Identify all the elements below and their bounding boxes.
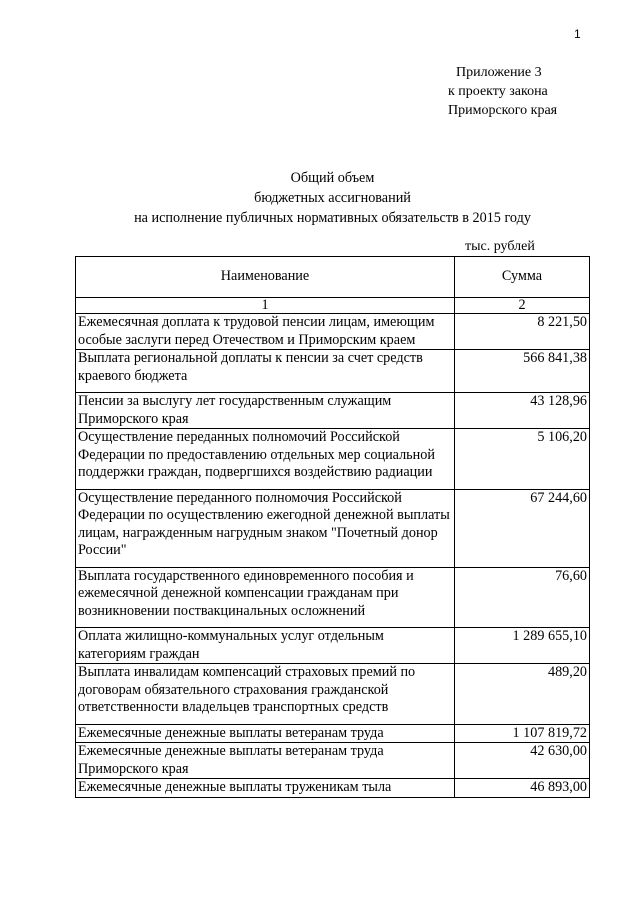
table-row bbox=[76, 664, 590, 725]
appendix-block bbox=[448, 63, 557, 120]
row-name: Выплата государственного единовременного пособия и ежемесячной денежной компенсации гражданам при возникновении поствакцинальных осложнений bbox=[76, 567, 455, 628]
row-sum: 1 107 819,72 bbox=[455, 724, 590, 743]
row-sum: 43 128,96 bbox=[455, 393, 590, 429]
appendix-line-1: Приложение 3 bbox=[456, 65, 542, 80]
row-sum: 42 630,00 bbox=[455, 743, 590, 779]
units-label: тыс. рублей bbox=[465, 239, 535, 254]
column-number-2: 2 bbox=[455, 298, 590, 314]
row-name: Ежемесячные денежные выплаты ветеранам труда bbox=[76, 724, 455, 743]
table-row bbox=[76, 429, 590, 490]
page-number: 1 bbox=[574, 27, 581, 41]
header-name: Наименование bbox=[76, 257, 455, 298]
table-row bbox=[76, 567, 590, 628]
column-number-1: 1 bbox=[76, 298, 455, 314]
row-sum: 1 289 655,10 bbox=[455, 628, 590, 664]
row-sum: 76,60 bbox=[455, 567, 590, 628]
row-name: Ежемесячная доплата к трудовой пенсии лицам, имеющим особые заслуги перед Отечеством и Приморским краем bbox=[76, 314, 455, 350]
row-name: Выплата региональной доплаты к пенсии за счет средств краевого бюджета bbox=[76, 350, 455, 393]
title-line-2: бюджетных ассигнований bbox=[254, 190, 411, 206]
appendix-line-3: Приморского края bbox=[448, 103, 558, 118]
row-name: Ежемесячные денежные выплаты труженикам тыла bbox=[76, 779, 455, 798]
appropriations-table bbox=[75, 256, 590, 798]
column-numbering-row bbox=[76, 298, 590, 314]
row-name: Осуществление переданного полномочия Российской Федерации по осуществлению ежегодной денежной выплаты лицам, награжденным нагрудным знаком "Почетный донор России" bbox=[76, 489, 455, 567]
table-row bbox=[76, 314, 590, 350]
row-name: Оплата жилищно-коммунальных услуг отдельным категориям граждан bbox=[76, 628, 455, 664]
header-sum: Сумма bbox=[455, 257, 590, 298]
row-name: Выплата инвалидам компенсаций страховых премий по договорам обязательного страхования гражданской ответственности владельцев транспортных средств bbox=[76, 664, 455, 725]
appendix-line-2: к проекту закона bbox=[448, 84, 548, 99]
table-row bbox=[76, 724, 590, 743]
row-sum: 67 244,60 bbox=[455, 489, 590, 567]
row-sum: 5 106,20 bbox=[455, 429, 590, 490]
row-name: Пенсии за выслугу лет государственным служащим Приморского края bbox=[76, 393, 455, 429]
title-line-1: Общий объем bbox=[290, 170, 375, 186]
row-sum: 489,20 bbox=[455, 664, 590, 725]
row-sum: 46 893,00 bbox=[455, 779, 590, 798]
row-name: Ежемесячные денежные выплаты ветеранам труда Приморского края bbox=[76, 743, 455, 779]
table-row bbox=[76, 393, 590, 429]
row-name: Осуществление переданных полномочий Российской Федерации по предоставлению отдельных мер социальной поддержки граждан, подвергшихся воздействию радиации bbox=[76, 429, 455, 490]
table-row bbox=[76, 350, 590, 393]
row-sum: 8 221,50 bbox=[455, 314, 590, 350]
table-row bbox=[76, 489, 590, 567]
table-row bbox=[76, 779, 590, 798]
table-header-row bbox=[76, 257, 590, 298]
document-title bbox=[75, 168, 590, 228]
table-row bbox=[76, 743, 590, 779]
row-sum: 566 841,38 bbox=[455, 350, 590, 393]
title-line-3: на исполнение публичных нормативных обязательств в 2015 году bbox=[134, 210, 531, 226]
table-row bbox=[76, 628, 590, 664]
